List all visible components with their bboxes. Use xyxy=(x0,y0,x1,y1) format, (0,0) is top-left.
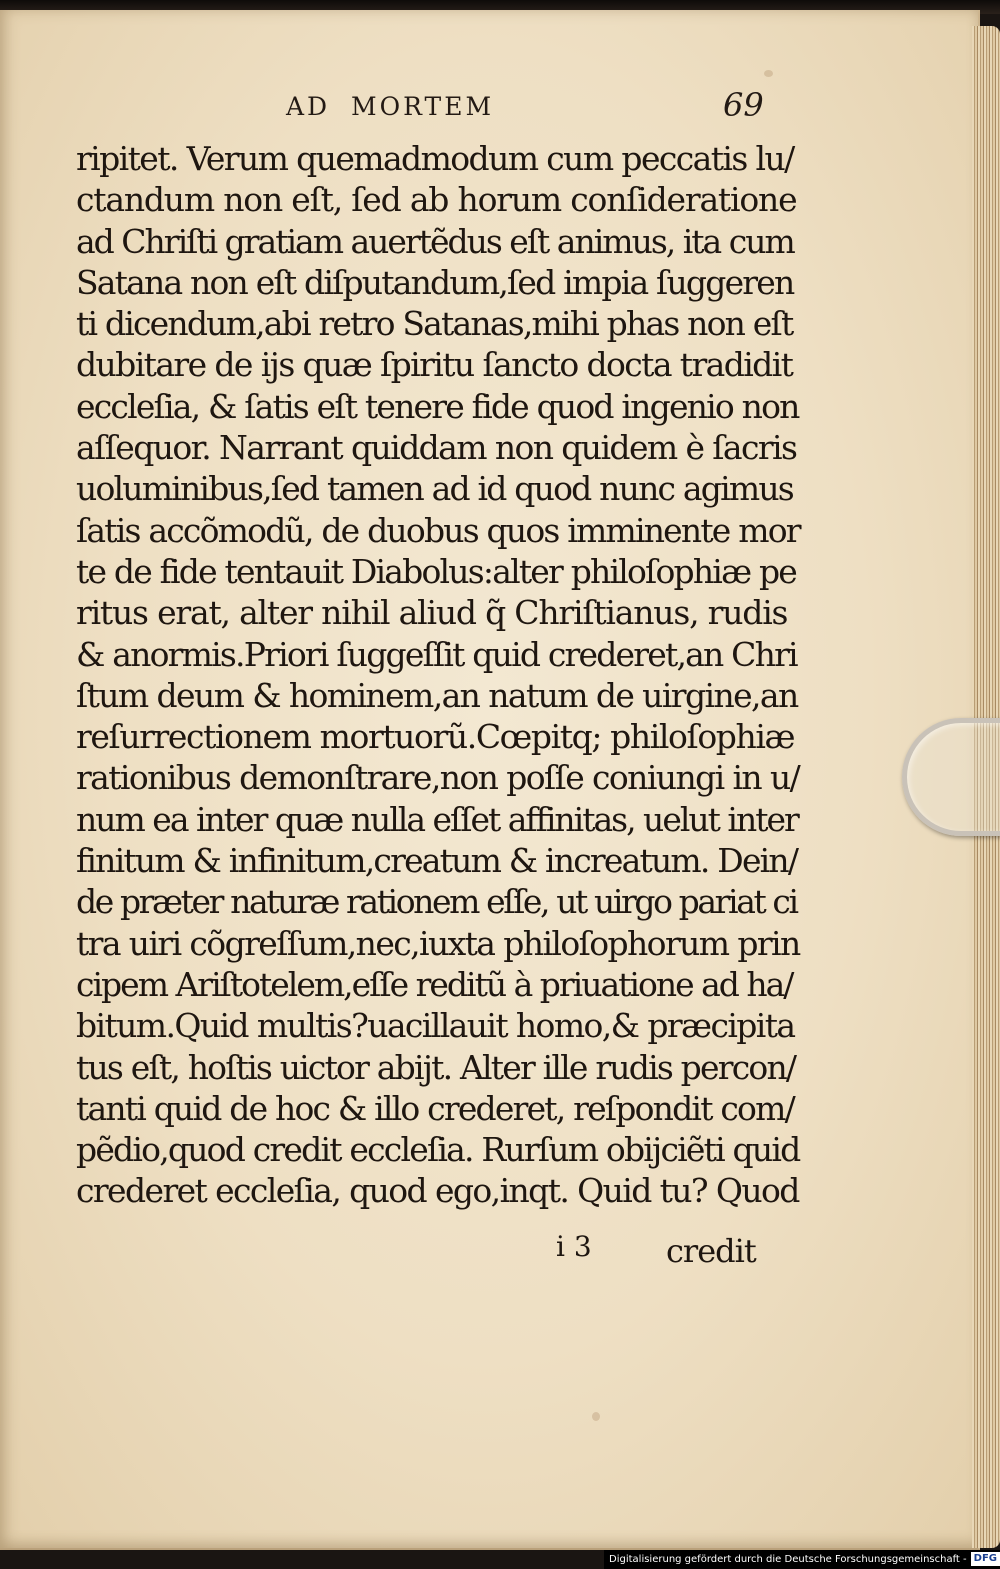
funding-notice xyxy=(604,1550,1000,1569)
paper-stain xyxy=(592,1412,600,1421)
text-line: te de fide tentauit Diabolus:alter philoſophiæ pe xyxy=(76,551,797,591)
text-line: ripitet. Verum quemadmodum cum peccatis lu/ xyxy=(76,139,794,178)
text-line: ad Chriſti gratiam auertẽdus eſt animus, ita cum xyxy=(76,221,794,261)
text-line: dubitare de ijs quæ ſpiritu ſancto docta tradidit xyxy=(76,345,793,385)
text-line: eccleſia, & ſatis eſt tenere fide quod ingenio non xyxy=(76,386,799,426)
text-line: bitum.Quid multis?uacillauit homo,& præcipita xyxy=(76,1006,795,1046)
text-line: ctandum non eſt, ſed ab horum conſideratione xyxy=(76,180,797,220)
paper-stain xyxy=(764,70,773,77)
folio-number: 69 xyxy=(723,86,764,124)
text-line: Satana non eſt diſputandum,ſed impia ſuggeren xyxy=(76,262,794,302)
body-text xyxy=(76,138,800,1212)
text-line: uoluminibus,ſed tamen ad id quod nunc agimus xyxy=(76,469,793,509)
text-line: rationibus demonſtrare,non poſſe coniungi in u/ xyxy=(76,758,800,798)
text-line: finitum & infinitum,creatum & increatum. Dein/ xyxy=(76,841,798,881)
text-line: reſurrectionem mortuorũ.Cœpitq; philoſophiæ xyxy=(76,717,795,757)
catchword: credit xyxy=(666,1232,756,1270)
text-line: crederet eccleſia, quod ego,inqt. Quid tu? Quod xyxy=(76,1171,799,1211)
text-line: cipem Ariſtotelem,eſſe reditũ à priuatione ad ha/ xyxy=(76,964,793,1004)
text-line: ritus erat, alter nihil aliud q̃ Chriſtianus, rudis xyxy=(76,593,788,633)
text-line: tus eſt, hoſtis uictor abijt. Alter ille rudis percon/ xyxy=(76,1047,796,1087)
text-line: ſatis accõmodũ, de duobus quos imminente mor xyxy=(76,510,800,550)
running-head: AD MORTEM xyxy=(286,92,495,121)
text-line: tra uiri cõgreſſum,nec,iuxta philoſophorum prin xyxy=(76,923,800,963)
text-line: num ea inter quæ nulla eſſet affinitas, uelut inter xyxy=(76,799,798,839)
text-line: tanti quid de hoc & illo crederet, reſpondit com/ xyxy=(76,1088,794,1128)
text-line: & anormis.Priori ſuggeſſit quid crederet,an Chri xyxy=(76,634,797,674)
funding-text: Digitalisierung gefördert durch die Deutsche Forschungsgemeinschaft - xyxy=(609,1554,967,1565)
text-line: de præter naturæ rationem eſſe, ut uirgo pariat ci xyxy=(76,882,797,922)
text-line: aſſequor. Narrant quiddam non quidem è ſacris xyxy=(76,428,797,468)
dfg-logo: DFG xyxy=(971,1552,1000,1566)
text-line: pẽdio,quod credit eccleſia. Rurſum obijciẽti quid xyxy=(76,1130,800,1170)
text-line: ſtum deum & hominem,an natum de uirgine,an xyxy=(76,675,798,715)
text-line: ti dicendum,abi retro Satanas,mihi phas non eſt xyxy=(76,304,793,344)
signature-mark: i 3 xyxy=(556,1230,592,1263)
